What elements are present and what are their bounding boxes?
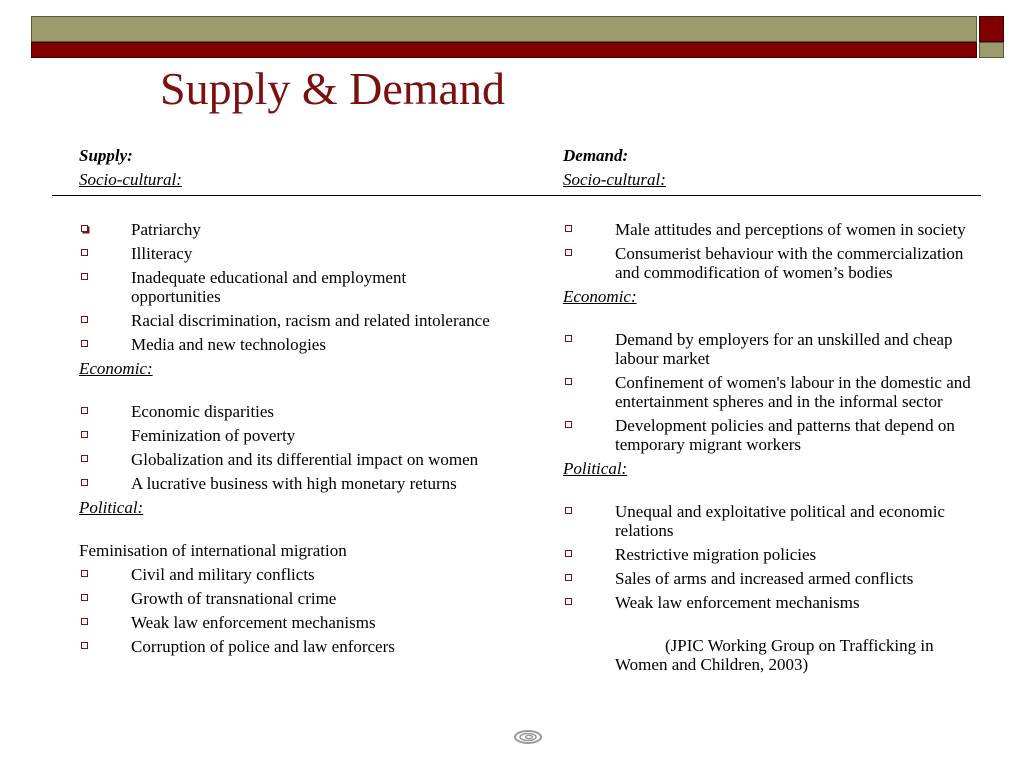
square-bullet-icon bbox=[81, 249, 88, 256]
square-bullet-icon bbox=[565, 507, 572, 514]
list-item: Weak law enforcement mechanisms bbox=[563, 593, 983, 612]
square-bullet-icon bbox=[565, 574, 572, 581]
header-corner-square-olive bbox=[979, 42, 1004, 58]
supply-political-intro: Feminisation of international migration bbox=[79, 541, 347, 560]
supply-economic-list bbox=[79, 402, 499, 493]
square-bullet-icon bbox=[81, 455, 88, 462]
square-bullet-icon bbox=[81, 225, 88, 232]
supply-economic-heading: Economic: bbox=[79, 359, 153, 378]
list-item: Inadequate educational and employment opportunities bbox=[79, 268, 499, 306]
list-item: Confinement of women's labour in the domestic and entertainment spheres and in the informal sector bbox=[563, 373, 983, 411]
list-item: Civil and military conflicts bbox=[79, 565, 499, 584]
square-bullet-icon bbox=[81, 273, 88, 280]
demand-column bbox=[563, 146, 983, 674]
header-bar-olive bbox=[31, 16, 977, 42]
square-bullet-icon bbox=[81, 407, 88, 414]
list-item: Consumerist behaviour with the commercialization and commodification of women’s bodies bbox=[563, 244, 983, 282]
square-bullet-icon bbox=[81, 479, 88, 486]
slide-title: Supply & Demand bbox=[160, 63, 505, 114]
list-item: Economic disparities bbox=[79, 402, 499, 421]
list-item: Patriarchy bbox=[79, 220, 499, 239]
list-item: Demand by employers for an unskilled and cheap labour market bbox=[563, 330, 983, 368]
demand-political-list bbox=[563, 502, 983, 612]
list-item: A lucrative business with high monetary returns bbox=[79, 474, 499, 493]
demand-socio-list bbox=[563, 220, 983, 282]
citation: (JPIC Working Group on Trafficking in Women and Children, 2003) bbox=[615, 636, 934, 674]
list-item: Weak law enforcement mechanisms bbox=[79, 613, 499, 632]
list-item: Feminization of poverty bbox=[79, 426, 499, 445]
demand-political-heading: Political: bbox=[563, 459, 628, 478]
square-bullet-icon bbox=[565, 225, 572, 232]
square-bullet-icon bbox=[81, 340, 88, 347]
supply-political-heading: Political: bbox=[79, 498, 144, 517]
demand-economic-heading: Economic: bbox=[563, 287, 637, 306]
supply-socio-list bbox=[79, 220, 499, 354]
supply-column bbox=[79, 146, 499, 661]
supply-heading: Supply: bbox=[79, 146, 133, 165]
list-item: Development policies and patterns that depend on temporary migrant workers bbox=[563, 416, 983, 454]
square-bullet-icon bbox=[565, 550, 572, 557]
list-item: Globalization and its differential impact on women bbox=[79, 450, 499, 469]
square-bullet-icon bbox=[81, 594, 88, 601]
square-bullet-icon bbox=[81, 431, 88, 438]
supply-socio-heading: Socio-cultural: bbox=[79, 170, 182, 189]
square-bullet-icon bbox=[565, 249, 572, 256]
swirl-logo-icon bbox=[513, 729, 543, 745]
list-item: Restrictive migration policies bbox=[563, 545, 983, 564]
square-bullet-icon bbox=[81, 316, 88, 323]
demand-heading: Demand: bbox=[563, 146, 629, 165]
list-item: Sales of arms and increased armed conflicts bbox=[563, 569, 983, 588]
square-bullet-icon bbox=[565, 378, 572, 385]
list-item: Unequal and exploitative political and economic relations bbox=[563, 502, 983, 540]
square-bullet-icon bbox=[565, 421, 572, 428]
list-item: Racial discrimination, racism and related intolerance bbox=[79, 311, 499, 330]
square-bullet-icon bbox=[81, 618, 88, 625]
header-corner-square-maroon bbox=[979, 16, 1004, 42]
square-bullet-icon bbox=[565, 598, 572, 605]
list-item: Corruption of police and law enforcers bbox=[79, 637, 499, 656]
demand-socio-heading: Socio-cultural: bbox=[563, 170, 666, 189]
demand-economic-list bbox=[563, 330, 983, 454]
list-item: Growth of transnational crime bbox=[79, 589, 499, 608]
square-bullet-icon bbox=[565, 335, 572, 342]
list-item: Illiteracy bbox=[79, 244, 499, 263]
list-item: Male attitudes and perceptions of women in society bbox=[563, 220, 983, 239]
square-bullet-icon bbox=[81, 570, 88, 577]
list-item: Media and new technologies bbox=[79, 335, 499, 354]
square-bullet-icon bbox=[81, 642, 88, 649]
supply-political-list bbox=[79, 565, 499, 656]
header-bar-maroon bbox=[31, 42, 977, 58]
